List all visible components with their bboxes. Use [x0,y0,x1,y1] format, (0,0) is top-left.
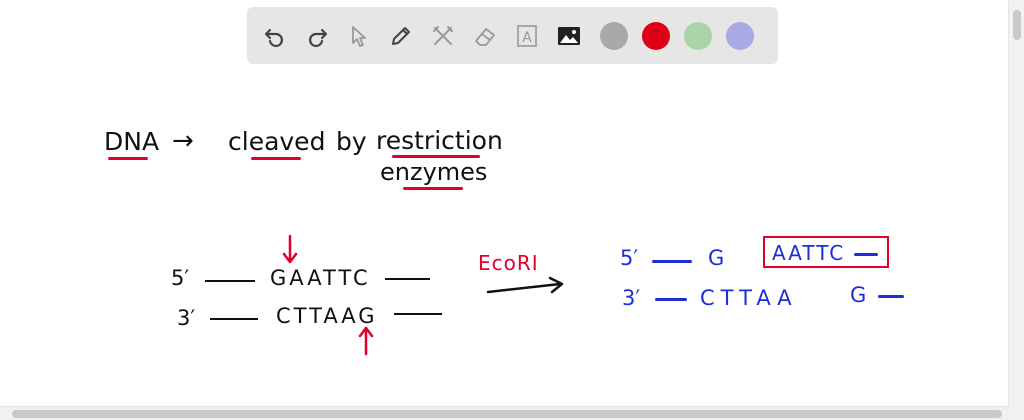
color-swatch-red[interactable] [642,22,670,50]
underline-dna [108,157,148,160]
product-top-line [652,260,692,263]
note-dna: DNA [104,127,160,156]
eraser-icon[interactable] [467,18,503,54]
reaction-arrow [486,276,568,298]
strand-top-sequence: GAATTC [270,266,371,290]
horizontal-scroll-thumb[interactable] [12,410,1002,418]
strand-top-right-line [385,278,430,280]
image-icon[interactable] [551,18,587,54]
note-arrow: → [172,126,194,156]
product-bottom-right-line [878,295,904,298]
color-swatch-gray[interactable] [600,22,628,50]
strand-bottom-left-line [210,318,258,320]
pencil-icon[interactable] [383,18,419,54]
color-swatch-purple[interactable] [726,22,754,50]
strand-top-left-line [205,280,255,282]
product-bottom-line [655,298,687,301]
enzyme-name: EcoRI [478,251,539,275]
strand-bottom-end: 3′ [177,306,196,330]
strand-bottom-right-line [394,313,442,315]
note-enzymes: enzymes [380,158,488,186]
product-top-left-base: G [708,246,725,270]
text-tool-icon[interactable] [509,18,545,54]
strand-bottom-sequence: CTTAAG [276,304,378,328]
note-by: by [336,127,367,156]
vertical-scroll-thumb[interactable] [1013,10,1021,40]
scroll-corner [1008,406,1024,420]
underline-cleaved [251,157,301,160]
redo-icon[interactable] [299,18,335,54]
product-bottom-right-base: G [850,283,867,307]
cut-site-bottom-arrow [356,326,376,356]
product-top-right-line [854,253,878,256]
tools-icon[interactable] [425,18,461,54]
underline-enzymes [403,187,463,190]
note-restriction: restriction [376,126,503,155]
product-bottom-end: 3′ [622,286,641,310]
product-top-end: 5′ [620,246,639,270]
product-top-sticky-end: AATTC [772,241,846,265]
product-bottom-sticky-end: CTTAA [700,286,798,310]
undo-icon[interactable] [257,18,293,54]
strand-top-end: 5′ [171,266,190,290]
text-tool-glyph: A [522,29,532,46]
horizontal-scrollbar[interactable] [0,406,1008,420]
note-cleaved: cleaved [228,127,326,156]
select-arrow-icon[interactable] [341,18,377,54]
drawing-toolbar [247,7,778,64]
color-swatch-green[interactable] [684,22,712,50]
cut-site-top-arrow [280,234,300,268]
vertical-scrollbar[interactable] [1008,0,1024,406]
